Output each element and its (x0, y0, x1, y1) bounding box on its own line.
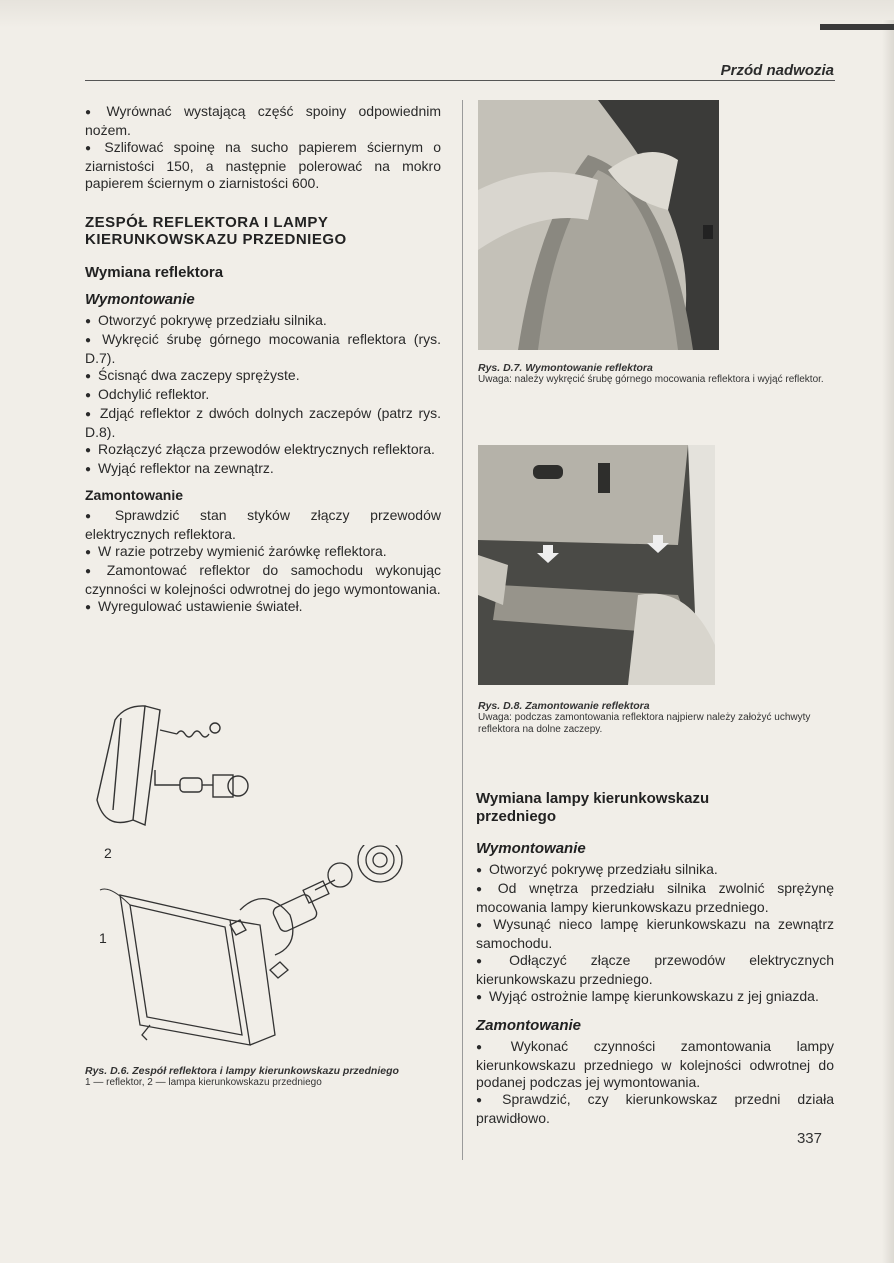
removal-step-4: ● Odchylić reflektor. (85, 386, 441, 405)
turn-signal-install-step-2: ● Sprawdzić, czy kierunkowskaz przedni działa prawidłowo. (476, 1091, 834, 1127)
turn-signal-install-step-1: ● Wykonać czynności zamontowania lampy kierunkowskazu przedniego w kolejności odwrotnej do podanej podczas jej wymontowania. (476, 1038, 834, 1091)
left-column (85, 103, 441, 617)
headlight-assembly-drawing (90, 845, 450, 1055)
page-right-edge (882, 20, 894, 1263)
turn-signal-removal-step-4: ● Odłączyć złącze przewodów elektrycznych kierunkowskazu przedniego. (476, 952, 834, 988)
removal-step-1: ● Otworzyć pokrywę przedziału silnika. (85, 312, 441, 331)
turn-signal-removal-title: Wymontowanie (476, 840, 586, 857)
removal-step-6: ● Rozłączyć złącza przewodów elektrycznych reflektora. (85, 441, 441, 460)
figure-d7-caption (478, 362, 828, 386)
figure-d7-photo (478, 100, 719, 350)
figure-d8-illustration (478, 445, 715, 685)
install-step-3: ● Zamontować reflektor do samochodu wykonując czynności w kolejności odwrotnej do jego wymontowania. (85, 562, 441, 598)
figure-d6-caption (85, 1065, 450, 1089)
figure-d8-caption (478, 700, 833, 736)
removal-step-7: ● Wyjąć reflektor na zewnątrz. (85, 460, 441, 479)
section-title (85, 214, 441, 248)
turn-signal-title-line-2: przedniego (476, 808, 557, 825)
figure-d6-title: Rys. D.6. Zespół reflektora i lampy kierunkowskazu przedniego (85, 1065, 399, 1077)
turn-signal-lamp-drawing (85, 700, 450, 845)
turn-signal-removal-step-2: ● Od wnętrza przedziału silnika zwolnić sprężynę mocowania lampy kierunkowskazu przedniego. (476, 880, 834, 916)
removal-title: Wymontowanie (85, 291, 195, 308)
intro-step-2: ● Szlifować spoinę na sucho papierem ściernym o ziarnistości 150, a następnie polerować na mokro papierem ściernym o ziarnistości 600. (85, 139, 441, 192)
page-top-shadow (0, 0, 894, 28)
figure-d7-illustration (478, 100, 719, 350)
figure-d8-note: Uwaga: podczas zamontowania reflektora najpierw należy założyć uchwyty reflektora na dolne zaczepy. (478, 712, 811, 735)
figure-d6-label-2: 2 (104, 845, 112, 861)
turn-signal-replacement-title (476, 790, 834, 826)
headlight-replacement-title: Wymiana reflektora (85, 264, 224, 281)
removal-step-5: ● Zdjąć reflektor z dwóch dolnych zaczepów (patrz rys. D.8). (85, 405, 441, 441)
running-header: Przód nadwozia (720, 62, 834, 79)
section-title-line-2: KIERUNKOWSKAZU PRZEDNIEGO (85, 231, 347, 248)
figure-d8-title: Rys. D.8. Zamontowanie reflektora (478, 700, 650, 712)
figure-d7-note: Uwaga: należy wykręcić śrubę górnego mocowania reflektora i wyjąć reflektor. (478, 374, 824, 385)
figure-d6-label-1: 1 (99, 930, 107, 946)
turn-signal-removal-step-1: ● Otworzyć pokrywę przedziału silnika. (476, 861, 834, 880)
install-step-4: ● Wyregulować ustawienie świateł. (85, 598, 441, 617)
figure-d7-title: Rys. D.7. Wymontowanie reflektora (478, 362, 653, 374)
top-corner-mark (820, 24, 894, 30)
figure-d8-photo (478, 445, 715, 685)
figure-d6-legend: 1 — reflektor, 2 — lampa kierunkowskazu przedniego (85, 1077, 322, 1088)
header-rule (85, 80, 835, 81)
right-column (476, 790, 834, 1127)
column-divider (462, 100, 463, 1160)
removal-step-2: ● Wykręcić śrubę górnego mocowania reflektora (rys. D.7). (85, 331, 441, 367)
turn-signal-removal-step-3: ● Wysunąć nieco lampę kierunkowskazu na zewnątrz samochodu. (476, 916, 834, 952)
turn-signal-title-line-1: Wymiana lampy kierunkowskazu (476, 790, 710, 807)
turn-signal-install-title: Zamontowanie (476, 1017, 582, 1034)
intro-step-1: ● Wyrównać wystającą część spoiny odpowiednim nożem. (85, 103, 441, 139)
install-step-2: ● W razie potrzeby wymienić żarówkę reflektora. (85, 543, 441, 562)
install-step-1: ● Sprawdzić stan styków złączy przewodów elektrycznych reflektora. (85, 507, 441, 543)
install-title: Zamontowanie (85, 487, 184, 503)
removal-step-3: ● Ścisnąć dwa zaczepy sprężyste. (85, 367, 441, 386)
section-title-line-1: ZESPÓŁ REFLEKTORA I LAMPY (85, 214, 329, 231)
page-number: 337 (796, 1130, 822, 1147)
turn-signal-removal-step-5: ● Wyjąć ostrożnie lampę kierunkowskazu z jej gniazda. (476, 988, 834, 1007)
